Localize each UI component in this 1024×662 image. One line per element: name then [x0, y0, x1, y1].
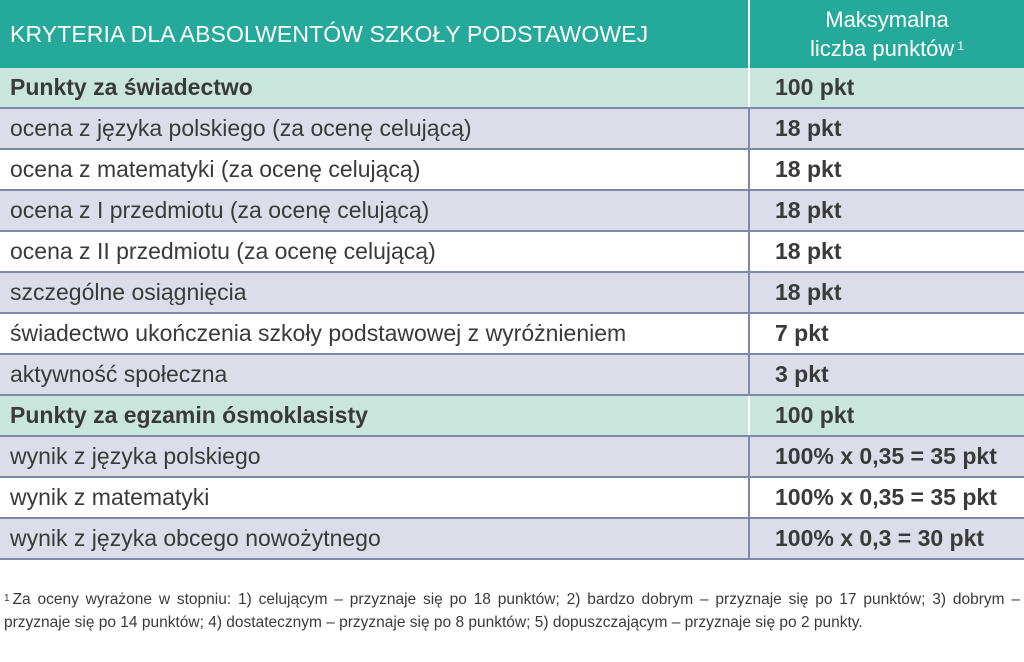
- row-label: aktywność społeczna: [0, 355, 750, 394]
- row-value: 100% x 0,35 = 35 pkt: [775, 484, 997, 510]
- row-value: 18 pkt: [775, 115, 842, 141]
- table-header: [0, 0, 1024, 68]
- row-value: 7 pkt: [775, 320, 829, 346]
- row-label: Punkty za świadectwo: [0, 68, 750, 107]
- footnote-text: Za oceny wyrażone w stopniu: 1) celującym – przyznaje się po 18 punktów; 2) bardzo dobrym – przyznaje się po 17 punktów; 3) dobrym – przyznaje się po 14 punktów; 4) dostatecznym – przyznaje się po 8 punktów; 5) dopuszczającym – przyznaje się po 2 punkty.: [4, 591, 1020, 631]
- table-row: [0, 68, 1024, 109]
- table-row: [0, 519, 1024, 560]
- row-label: ocena z II przedmiotu (za ocenę celującą): [0, 232, 750, 271]
- row-value: 100% x 0,35 = 35 pkt: [775, 443, 997, 469]
- table-row: [0, 314, 1024, 355]
- table-row: [0, 109, 1024, 150]
- table-row: [0, 191, 1024, 232]
- row-label: szczególne osiągnięcia: [0, 273, 750, 312]
- table-row: [0, 437, 1024, 478]
- row-label: ocena z I przedmiotu (za ocenę celującą): [0, 191, 750, 230]
- header-max-points: [750, 0, 1024, 68]
- table-row: [0, 150, 1024, 191]
- row-label: wynik z języka polskiego: [0, 437, 750, 476]
- header-max-line2: liczba punktów: [810, 36, 955, 61]
- table-row: [0, 232, 1024, 273]
- row-value: 100% x 0,3 = 30 pkt: [775, 525, 985, 551]
- row-label: wynik z matematyki: [0, 478, 750, 517]
- footnote: [4, 588, 1020, 634]
- table-row: [0, 478, 1024, 519]
- table-row: [0, 355, 1024, 396]
- row-value: 18 pkt: [775, 197, 842, 223]
- row-value: 3 pkt: [775, 361, 829, 387]
- header-footnote-marker: 1: [957, 39, 964, 53]
- row-value: 100 pkt: [775, 74, 855, 100]
- row-value: 18 pkt: [775, 279, 842, 305]
- row-label: Punkty za egzamin ósmoklasisty: [0, 396, 750, 435]
- row-label: ocena z języka polskiego (za ocenę celującą): [0, 109, 750, 148]
- row-value: 100 pkt: [775, 402, 855, 428]
- table-row: [0, 396, 1024, 437]
- row-label: ocena z matematyki (za ocenę celującą): [0, 150, 750, 189]
- row-value: 18 pkt: [775, 238, 842, 264]
- row-label: świadectwo ukończenia szkoły podstawowej z wyróżnieniem: [0, 314, 750, 353]
- header-max-line1: Maksymalna: [825, 7, 949, 32]
- header-max-line2-wrap: [810, 34, 964, 63]
- row-label: wynik z języka obcego nowożytnego: [0, 519, 750, 558]
- header-criteria: KRYTERIA DLA ABSOLWENTÓW SZKOŁY PODSTAWOWEJ: [0, 0, 750, 68]
- footnote-marker: 1: [4, 593, 10, 604]
- table-row: [0, 273, 1024, 314]
- row-value: 18 pkt: [775, 156, 842, 182]
